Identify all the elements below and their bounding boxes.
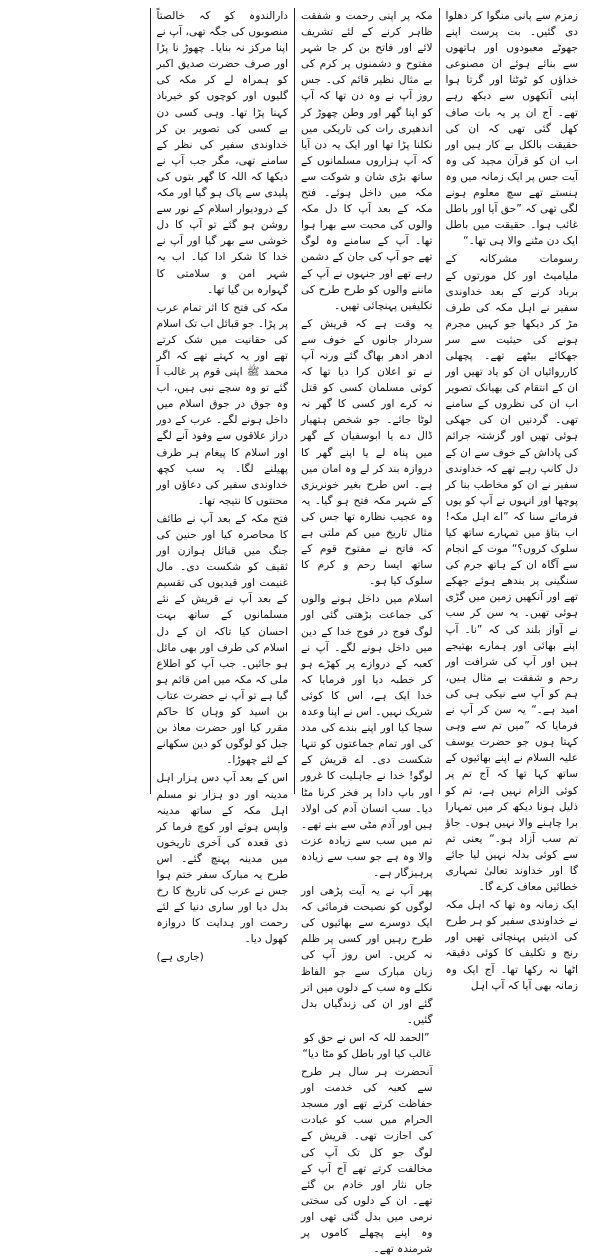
paragraph: رسومات مشرکانہ کے ملیامیٹ اور کل مورتوں کے برباد کرنے کے بعد خداوندی سفیر نے اہل مکہ کی طرف مڑ کر دیکھا جو کہیں مجرم ہونے کی حیثیت سے سر جھکائے بیٹھے تھے۔ پچھلی کارروائیاں ان کو یاد تھیں اور ان کے انتقام کی بھیانک تصویر اب ان کی نظروں کے سامنے تھی۔ گردنیں ان کی جھکی ہوئی تھیں اور گزشتہ جرائم کی پاداش کے خوف سے ان کے دل کانپ رہے تھے کہ خداوندی سفیر نے ان کو مخاطب بنا کر پوچھا اور انہوں نے آپ کو یوں فرماتے سنا کہ ”اے اہل مکہ! اب بتاؤ میں تمہارے ساتھ کیا سلوک کروں؟“ موت کے انجام سے آگاہ ان کے ہاتھ جرم کی سنگینی پر بندھے ہوئے جھکے تھے اور آنکھیں زمین میں گڑی ہوئی تھیں۔ یہ سن کر سب نے آواز بلند کی کہ ”نا۔ آپ اپنے بھائی اور ہمارے بھتیجے ہیں اور آپ کی شرافت اور رحم و شفقت بے مثال ہیں، ہم کو آپ سے نیکی ہی کی امید ہے۔“ یہ سن کر آپ نے فرمایا کہ ”میں تم سے وہی کہتا ہوں جو حضرت یوسف علیہ السلام نے اپنے بھائیوں کے ساتھ کہا تھا کہ آج تم پر کوئی الزام نہیں ہے، تم کو ذلیل ہونا دیکھ کر میں تمہارا برا چاہنے والا نہیں ہوں۔ جاؤ تم سب آزاد ہو۔“ یعنی تم سے کوئی بدلہ نہیں لیا جائے گا اور خداوند تعالیٰ تمہاری خطائیں معاف کرے گا۔ <box>445 253 578 894</box>
paragraph: مکہ کی فتح کا اثر تمام عرب پر پڑا۔ جو قبائل اب تک اسلام کی حقانیت میں شک کرتے تھے اور یہ کہتے تھے کہ اگر محمد ﷺ اپنی قوم پر غالب آ گئے تو وہ سچے نبی ہیں، اب وہ جوق در جوق اسلام میں داخل ہونے لگے۔ عرب کے دور دراز علاقوں سے وفود آنے لگے اور اسلام کا پیغام ہر طرف پھیلنے لگا۔ یہ سب کچھ خداوندی سفیر کی دعاؤں اور محنتوں کا نتیجہ تھا۔ <box>156 301 289 507</box>
paragraph: اس کے بعد آپ دس ہزار اہل مدینہ اور دو ہزار نو مسلم اہل مکہ کے ساتھ مدینہ واپس ہوئے اور کوچ فرما کر ذی قعدہ کی آخری تاریخوں میں مدینہ پہنچ گئے۔ اس طرح یہ مبارک سفر ختم ہوا جس نے عرب کی تاریخ کا رخ بدل دیا اور ساری دنیا کے لئے رحمت اور ہدایت کا دروازہ کھول دیا۔ <box>156 772 289 946</box>
paragraph: آنحضرت ہر سال ہر طرح سے کعبہ کی خدمت اور حفاظت کرتے تھے اور مسجد الحرام میں سب کو عبادت کی اجازت تھی۔ قریش کے لوگ جو کل تک آپ کی مخالفت کرتے تھے آج آپ کے جاں نثار اور خادم بن گئے تھے۔ ان کے دلوں کی سختی نرمی میں بدل گئی تھی اور وہ اپنے پچھلے کاموں پر شرمندہ تھے۔ <box>301 1066 433 1256</box>
paragraph: اسلام میں داخل ہونے والوں کی جماعت بڑھتی گئی اور لوگ فوج در فوج خدا کے دین میں داخل ہونے لگے۔ آپ نے کعبہ کے دروازے پر کھڑے ہو کر خطبہ دیا اور فرمایا کہ خدا ایک ہے، اس کا کوئی شریک نہیں۔ اس نے اپنا وعدہ سچا کیا اور اپنے بندے کی مدد کی اور تمام جماعتوں کو تنہا شکست دی۔ اے قریش کے لوگو! خدا نے جاہلیت کا غرور اور باپ دادا پر فخر کرنا مٹا دیا۔ سب انسان آدم کی اولاد ہیں اور آدم مٹی سے بنے تھے۔ تم میں سب سے زیادہ عزت والا وہ ہے جو سب سے زیادہ پرہیزگار ہے۔ <box>301 593 433 879</box>
continued-note: (جاری ہے) <box>156 951 204 964</box>
quote: ”الحمد للہ کہ اس نے حق کو غالب کیا اور باطل کو مٹا دیا“ <box>302 1031 432 1060</box>
column-right <box>440 8 584 992</box>
column-middle <box>295 8 440 1256</box>
paragraph: فتح مکہ کے بعد آپ نے طائف کا محاصرہ کیا اور حنین کی جنگ میں قبائل ہوازن اور ثقیف کو شکست دی۔ مال غنیمت اور قیدیوں کی تقسیم کے بعد آپ نے قریش کے نئے مسلمانوں کے ساتھ بہت احسان کیا تاکہ ان کے دل اسلام کی طرف اور بھی مائل ہو جائیں۔ جب آپ کو اطلاع ملی کہ مکہ میں امن قائم ہو گیا ہے تو آپ نے حضرت عتاب بن اسید کو وہاں کا حاکم مقرر کیا اور حضرت معاذ بن جبل کو لوگوں کو دین سکھانے کے لئے چھوڑا۔ <box>156 512 289 767</box>
text-columns <box>6 8 584 1256</box>
paragraph: یہ وقت ہے کہ قریش کے سردار جانوں کے خوف سے ادھر ادھر بھاگ گئے ورنہ آپ نے تو اعلان کرا دیا تھا کہ کوئی مسلمان کسی کو قتل نہ کرے اور کسی کا گھر نہ لوٹا جائے۔ جو شخص ہتھیار ڈال دے یا ابوسفیان کے گھر میں پناہ لے یا اپنے گھر کا دروازہ بند کر لے وہ امان میں ہے۔ اس طرح بغیر خونریزی کے شہر مکہ فتح ہو گیا۔ یہ وہ عجیب نظارہ تھا جس کی مثال تاریخ میں کم ملتی ہے کہ فاتح نے مفتوح قوم کے ساتھ ایسا رحم و کرم کا سلوک کیا ہو۔ <box>301 317 433 588</box>
paragraph: دارالندوہ کو کہ خالصتاً منصوبوں کی جگہ تھی، آپ نے اپنا مرکز نہ بنایا۔ چھوڑ نا پڑا اور صرف حضرت صدیق اکبر کو ہمراہ لے کر مکہ کی گلیوں اور کوچوں کو خیرباد کہنا پڑا تھا۔ وہی کسی دن بے کسی کی تصویر بن کر خداوندی سفیر کی نظر کے سامنے تھی، مگر جب آپ نے دیکھا کہ اللہ کا گھر بتوں کی پلیدی سے پاک ہو گیا اور مکہ کے درودیوار اسلام کے نور سے روشن ہو گئے تو آپ کا دل خوشی سے بھر گیا اور آپ نے خدا کا شکر ادا کیا۔ اب یہ شہر امن و سلامتی کا گہوارہ بن گیا تھا۔ <box>156 10 289 296</box>
paragraph: پھر آپ نے یہ آیت پڑھی اور لوگوں کو نصیحت فرمائی کہ ایک دوسرے سے بھائیوں کی طرح رہیں اور کسی پر ظلم نہ کریں۔ اس روز آپ کی زبان مبارک سے جو الفاظ نکلے وہ سب کے دلوں میں اتر گئے اور ان کی زندگیاں بدل گئیں۔ <box>301 885 433 1026</box>
column-far-left <box>6 8 151 794</box>
paragraph: زمزم سے پانی منگوا کر دھلوا دی گئیں۔ بت پرست اپنے جھوٹے معبودوں اور ہاتھوں سے بنائے ہوئے ان مصنوعی خداؤں کو ٹوٹتا اور گرتا ہوا اپنی آنکھوں سے دیکھ رہے تھے۔ آج ان پر یہ بات صاف کھل گئی تھی کہ ان کی حقیقت بالکل بے کار ہیں اور اب ان کو قرآن مجید کی وہ آیت جس پر ایک زمانہ میں وہ ہنستے تھے سچ معلوم ہونے لگی تھی کہ ”حق آیا اور باطل غائب ہوا۔ حقیقت میں باطل ایک دن مٹنے والا ہی تھا۔“ <box>445 10 578 248</box>
paragraph: مکہ پر اپنی رحمت و شفقت ظاہر کرنے کے لئے تشریف لائے اور فاتح بن کر جا شہر مفتوح و دشمنوں پر کرم کی بے مثال نظیر قائم کی۔ جس روز آپ نے وہ دن تھا کہ آپ کو اپنا گھر اور وطن چھوڑ کر اندھیری رات کی تاریکی میں نکلنا پڑا تھا اور ایک یہ دن آیا کہ آپ ہزاروں مسلمانوں کے ساتھ بڑی شان و شوکت سے مکہ میں داخل ہوئے۔ فتح مکہ کے بعد آپ کا دل مکہ والوں کی محبت سے بھرا ہوا تھا۔ آپ کے سامنے وہ لوگ تھے جو آپ کی جان کے دشمن رہے تھے اور جنہوں نے آپ کے ماننے والوں کو طرح طرح کی تکلیفیں پہنچائی تھیں۔ <box>301 10 433 312</box>
paragraph: ایک زمانہ وہ تھا کہ اہل مکہ نے خداوندی سفیر کو ہر طرح کی اذیتیں پہنچائی تھیں اور رنج و تکلیف کا کوئی دقیقہ اٹھا نہ رکھا تھا۔ آج ایک وہ زمانہ بھی آیا کہ آپ اہل <box>445 899 578 992</box>
column-left <box>151 8 296 964</box>
